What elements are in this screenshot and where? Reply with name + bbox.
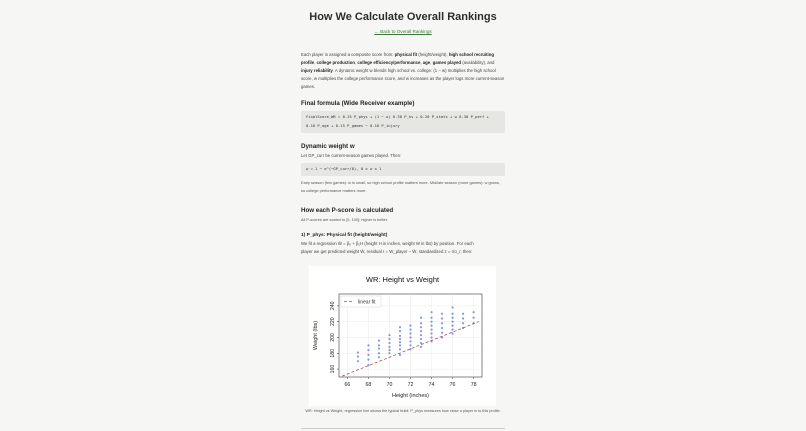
data-point [472, 311, 474, 313]
data-point [357, 351, 359, 353]
intro-text: (height/weight), [417, 52, 449, 57]
data-point [420, 334, 422, 336]
data-point [441, 327, 443, 329]
intro-bold: high school recruiting profile [301, 52, 494, 65]
data-point [441, 332, 443, 334]
data-point [451, 306, 453, 308]
intro-bold: college efficiency/performance [357, 60, 421, 65]
x-tick-label: 76 [449, 382, 456, 388]
data-point [399, 341, 401, 343]
x-tick-label: 70 [386, 382, 393, 388]
data-point [378, 347, 380, 349]
physical-line1: We fit a regression Ŵ = β₀ + β₁H (height H in inches, weight W in lbs) by position. For each [301, 241, 474, 246]
data-point [409, 336, 411, 338]
data-point [451, 317, 453, 319]
data-point [420, 322, 422, 324]
data-point [388, 334, 390, 336]
data-point [420, 342, 422, 344]
p-scores-section [301, 207, 505, 224]
final-formula-block [301, 111, 505, 133]
final-formula-section [301, 100, 505, 133]
data-point [430, 321, 432, 323]
data-point [388, 352, 390, 354]
x-axis-label: Height (inches) [392, 393, 429, 399]
x-tick-label: 72 [407, 382, 414, 388]
data-point [430, 317, 432, 319]
page-title: How We Calculate Overall Rankings [309, 11, 497, 23]
data-point [388, 349, 390, 351]
y-tick-label: 220 [330, 317, 336, 326]
scatter-chart [309, 266, 496, 406]
dynamic-weight-section [301, 143, 505, 194]
data-point [378, 344, 380, 346]
data-point [378, 356, 380, 358]
back-link[interactable]: ← Back to Overall Rankings [374, 29, 432, 34]
intro-bold: college production [316, 60, 355, 65]
physical-section [301, 233, 505, 256]
y-ticks [330, 301, 339, 373]
intro-section [301, 51, 505, 91]
data-point [409, 325, 411, 327]
chart-caption: WR: Height vs Weight, regression line shows the typical build; P_phys measures how close a player is to this profile. [305, 409, 501, 413]
data-point [399, 354, 401, 356]
data-point [430, 336, 432, 338]
data-point [399, 335, 401, 337]
data-point [409, 332, 411, 334]
physical-line2: player we get predicted weight Ŵ, residual r = W_player − Ŵ, standardized z = r/σ_r, then: [301, 249, 473, 254]
legend-label: linear fit [358, 299, 376, 306]
data-point [451, 321, 453, 323]
data-point [420, 326, 422, 328]
intro-text: , [420, 60, 423, 65]
intro-paragraph [301, 51, 505, 91]
data-point [472, 317, 474, 319]
x-ticks [345, 377, 477, 388]
intro-text: , [354, 60, 358, 65]
p-scores-heading: How each P-score is calculated [301, 207, 394, 214]
y-tick-label: 200 [330, 333, 336, 342]
chart-title: WR: Height vs Weight [365, 275, 440, 284]
x-tick-label: 78 [470, 382, 477, 388]
data-point [441, 322, 443, 324]
data-point [451, 313, 453, 315]
data-point [441, 317, 443, 319]
data-point [388, 338, 390, 340]
data-point [441, 313, 443, 315]
intro-text: . A dynamic weight w blends high school vs. college: (1 − w) multiplies the high school score, w multiplies the college performance score, and w increases as the player logs more current-season games. [301, 68, 505, 89]
data-point [357, 360, 359, 362]
data-point [367, 354, 369, 356]
intro-text: , [314, 60, 317, 65]
data-point [367, 359, 369, 361]
chart-container [309, 266, 496, 406]
data-point [399, 348, 401, 350]
data-point [409, 340, 411, 342]
data-point [399, 326, 401, 328]
data-point [430, 332, 432, 334]
final-formula-line2: 0.10 P_age + 0.15 P_games − 0.10 P_injury [306, 122, 400, 128]
data-point [430, 311, 432, 313]
y-tick-label: 180 [330, 348, 336, 358]
dynamic-weight-heading: Dynamic weight w [301, 143, 355, 150]
dynamic-weight-note: Early season (few games): w is small, so high school profile matters more. Mid/late season (more games): w grows, so college performance matters more. [301, 180, 500, 193]
intro-bold: games played [432, 60, 462, 65]
data-point [462, 313, 464, 315]
data-point [388, 346, 390, 348]
data-point [451, 328, 453, 330]
data-point [409, 344, 411, 346]
intro-text: Each player is assigned a composite score from: [301, 52, 395, 57]
data-point [420, 317, 422, 319]
data-point [420, 338, 422, 340]
data-point [420, 330, 422, 332]
data-point [399, 330, 401, 332]
data-point [378, 340, 380, 342]
dynamic-weight-formula: w = 1 − e^(−GP_curr/8), 0 ≤ w ≤ 1 [301, 163, 505, 176]
intro-bold: injury reliability [301, 68, 333, 73]
dynamic-weight-text: Let GP_curr be current-season games played. Then: [301, 153, 402, 158]
final-formula-heading: Final formula (Wide Receiver example) [301, 100, 415, 107]
data-point [420, 346, 422, 348]
y-tick-label: 160 [330, 364, 336, 374]
final-formula-line1: FinalScore_WR = 0.15 P_phys + (1 − w) 0.30 P_hs + 0.20 P_stats + w 0.30 P_perf + [306, 114, 489, 119]
p-scores-text: All P-scores are scaled to [0, 100]; higher is better. [301, 217, 388, 222]
physical-heading: 1) P_phys: Physical fit (height/weight) [301, 233, 388, 238]
y-axis-label: Weight (lbs) [313, 320, 319, 351]
intro-text: (availability), and [461, 60, 495, 65]
data-point [357, 355, 359, 357]
data-point [462, 317, 464, 319]
data-point [430, 325, 432, 327]
data-point [451, 325, 453, 327]
intro-bold: physical fit [394, 52, 418, 57]
data-point [378, 352, 380, 354]
legend [341, 296, 381, 307]
data-point [399, 338, 401, 340]
data-point [399, 344, 401, 346]
y-tick-label: 240 [330, 301, 336, 311]
data-point [388, 342, 390, 344]
data-point [367, 349, 369, 351]
intro-bold: age [422, 60, 431, 65]
data-point [367, 344, 369, 346]
data-point [430, 328, 432, 330]
data-point [462, 322, 464, 324]
data-point [409, 328, 411, 330]
x-tick-label: 66 [344, 382, 351, 388]
x-tick-label: 68 [365, 382, 372, 388]
x-tick-label: 74 [428, 382, 435, 388]
intro-text: , [430, 60, 433, 65]
divider [301, 428, 505, 429]
